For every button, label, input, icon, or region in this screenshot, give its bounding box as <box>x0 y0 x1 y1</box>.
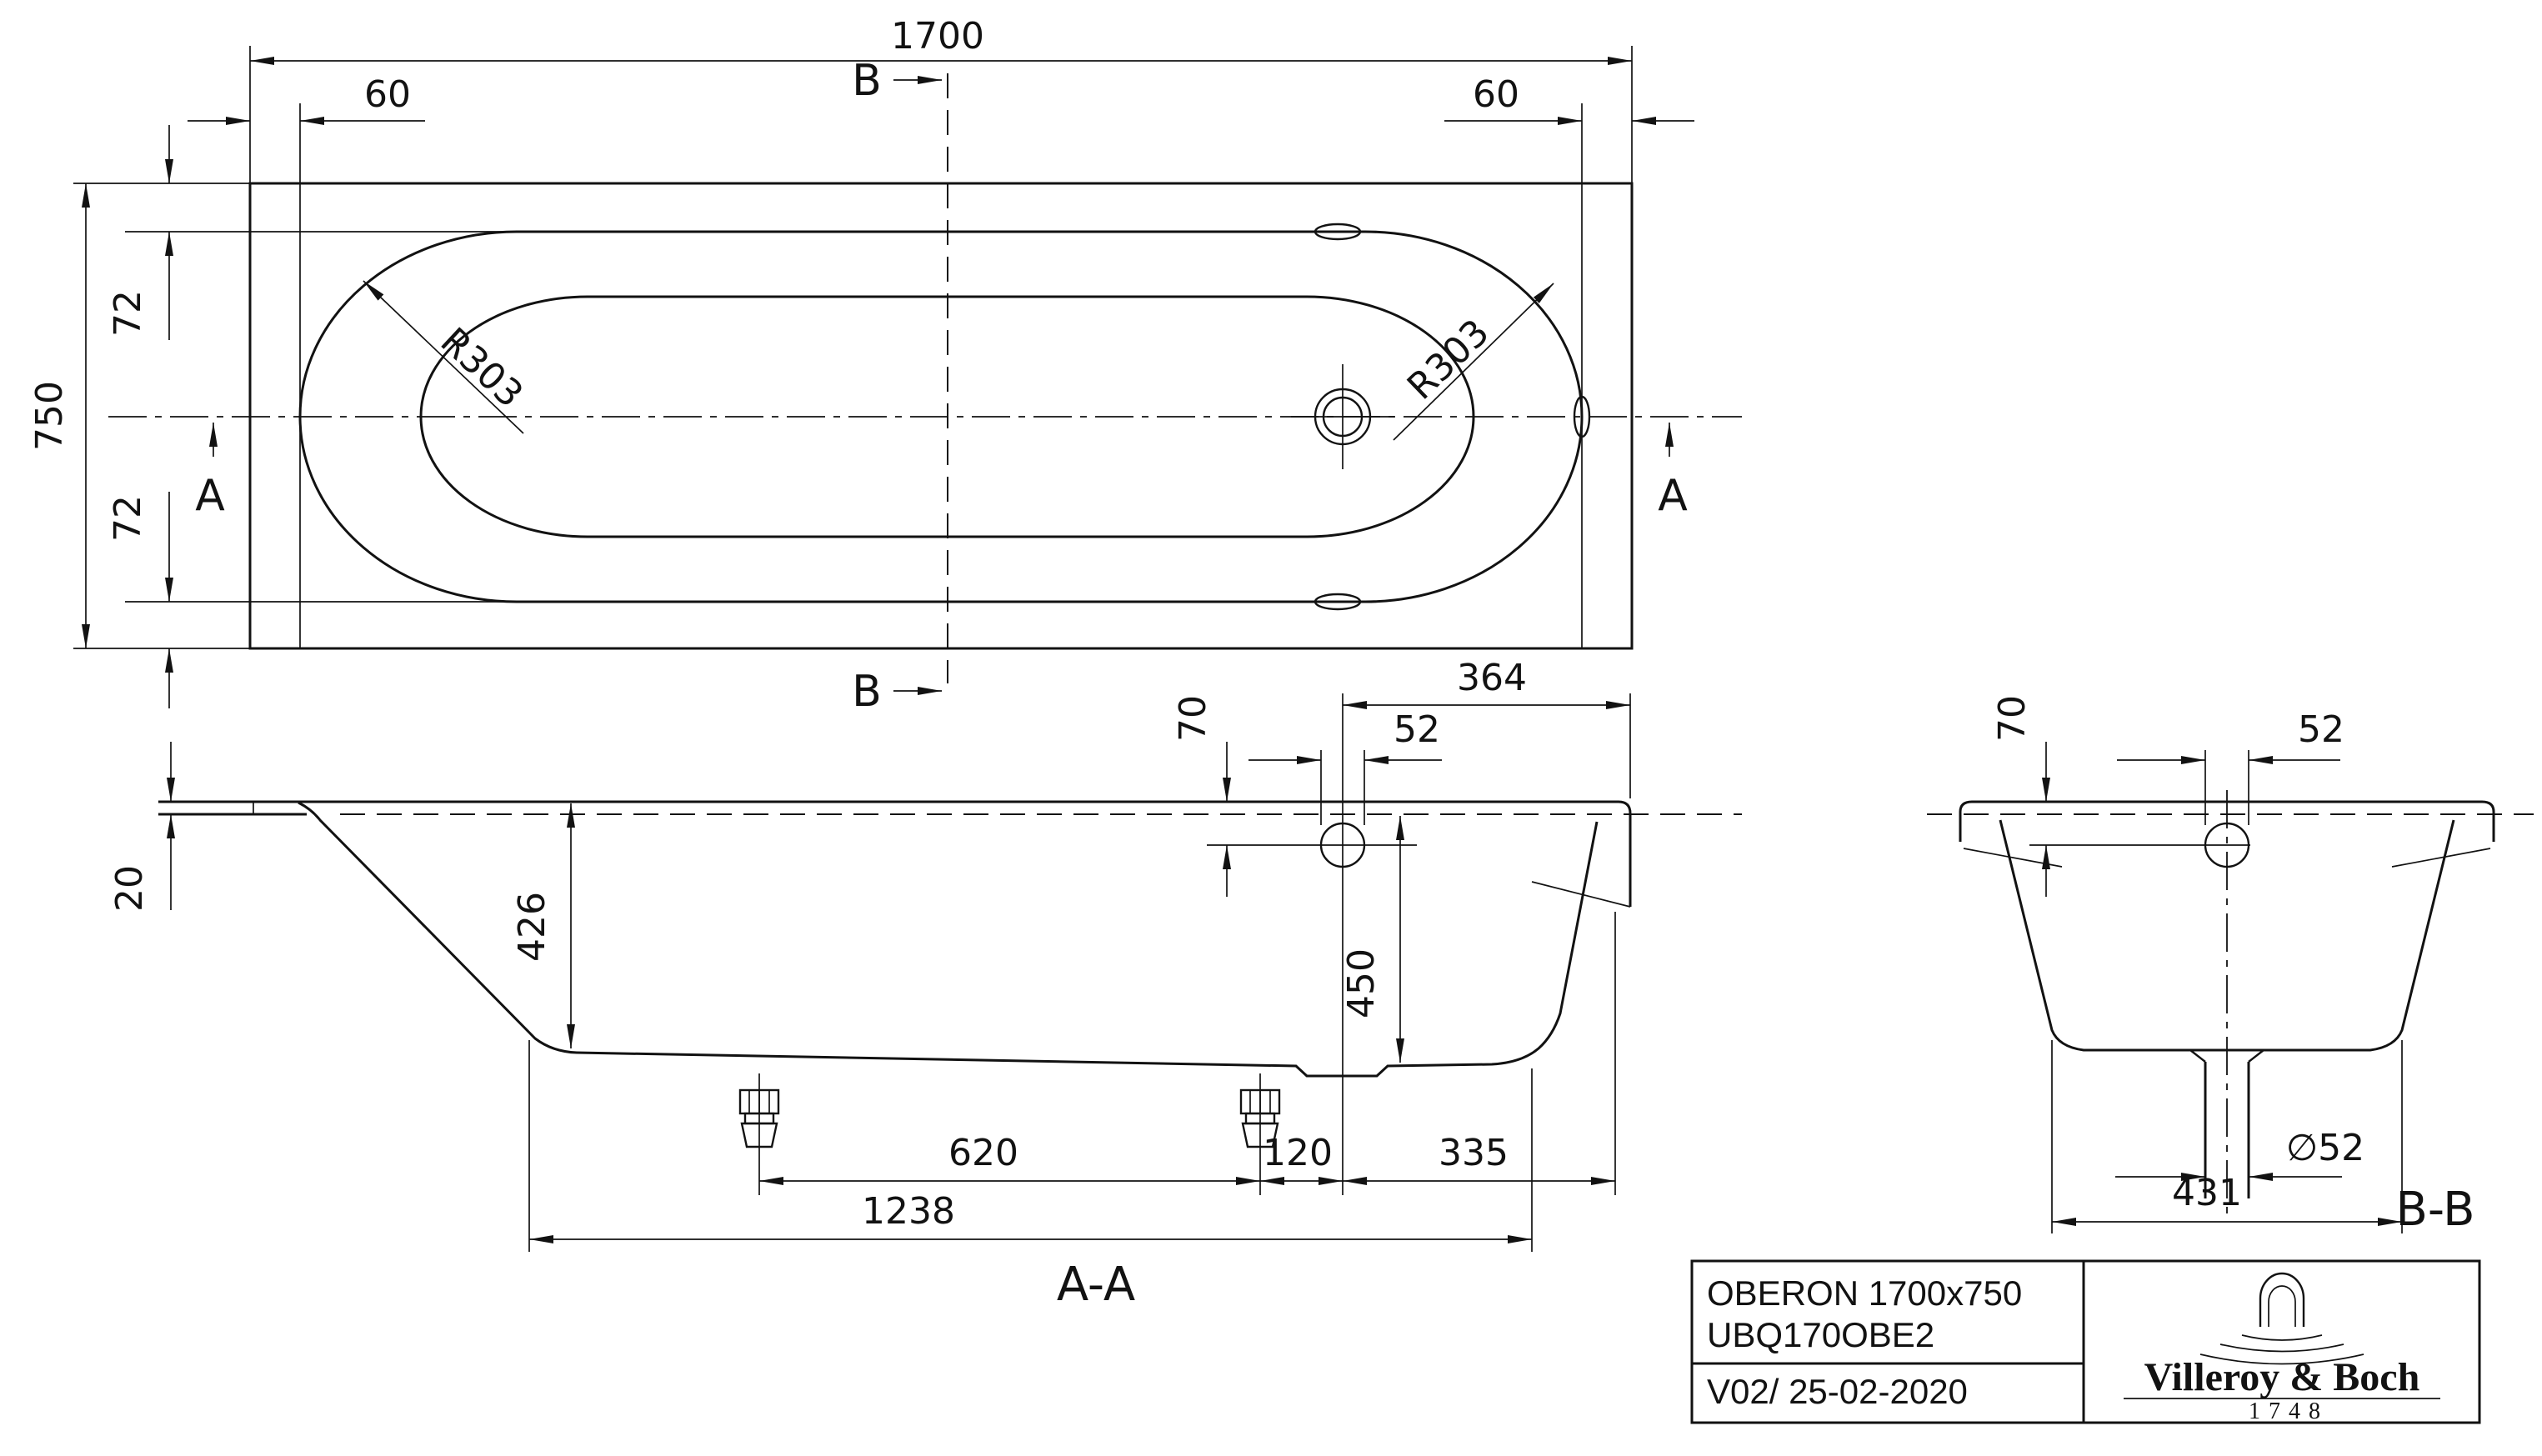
dim-rim-thickness: 20 <box>108 865 151 912</box>
top-view <box>28 15 1742 717</box>
section-marker-a-left: A <box>195 471 225 521</box>
dim-drain-to-end: 364 <box>1457 657 1527 699</box>
dim-interior-height: 450 <box>1340 948 1383 1018</box>
dim-feet-spacing: 620 <box>948 1132 1018 1174</box>
section-bb <box>1927 695 2534 1237</box>
brand-name: Villeroy & Boch <box>2144 1355 2420 1399</box>
dim-radius-right: R303 <box>1399 311 1498 408</box>
brand-year: 1748 <box>2249 1398 2329 1424</box>
tub-outer-outline <box>250 183 1632 648</box>
dim-foot-to-drain: 120 <box>1263 1132 1333 1174</box>
dim-offset-right: 60 <box>1473 73 1519 116</box>
section-marker-a-right: A <box>1658 471 1688 521</box>
dim-offset-left: 60 <box>364 73 411 116</box>
dim-overflow-drop: 70 <box>1172 695 1214 742</box>
aa-rim-top <box>158 802 1630 907</box>
section-aa <box>108 657 1742 1312</box>
bb-dim-overflow-drop: 70 <box>1991 695 2034 742</box>
bb-dim-drain-diameter: ∅52 <box>2285 1127 2365 1169</box>
section-aa-label: A-A <box>1056 1258 1136 1312</box>
title-block <box>1692 1261 2479 1424</box>
drain-symbol <box>1291 364 1394 469</box>
dim-inset-top: 72 <box>107 290 149 337</box>
dim-overflow-width: 52 <box>1394 708 1440 751</box>
dim-width: 750 <box>28 381 71 451</box>
dim-length: 1700 <box>891 15 984 58</box>
dim-inset-bottom: 72 <box>107 495 149 542</box>
villeroy-boch-logo-icon <box>2200 1273 2364 1364</box>
section-marker-b-bottom: B <box>852 667 882 717</box>
product-name: OBERON 1700x750 <box>1707 1273 2023 1313</box>
dim-radius-left: R303 <box>432 319 532 417</box>
dim-feet-span: 1238 <box>862 1190 955 1233</box>
bb-dim-base-width: 431 <box>2172 1172 2242 1214</box>
section-marker-b-top: B <box>852 56 882 106</box>
section-bb-label: B-B <box>2395 1183 2475 1237</box>
article-number: UBQ170OBE2 <box>1707 1315 1935 1354</box>
bb-break-line-left <box>1964 848 2062 867</box>
revision-date: V02/ 25-02-2020 <box>1707 1372 1968 1411</box>
bb-dim-overflow-width: 52 <box>2298 708 2344 751</box>
dim-drain-to-end-base: 335 <box>1439 1132 1509 1174</box>
aa-bowl-profile <box>298 803 1597 1076</box>
adjustable-foot-left <box>740 1073 778 1195</box>
dim-depth: 426 <box>511 892 553 962</box>
bb-break-line-right <box>2392 848 2490 867</box>
